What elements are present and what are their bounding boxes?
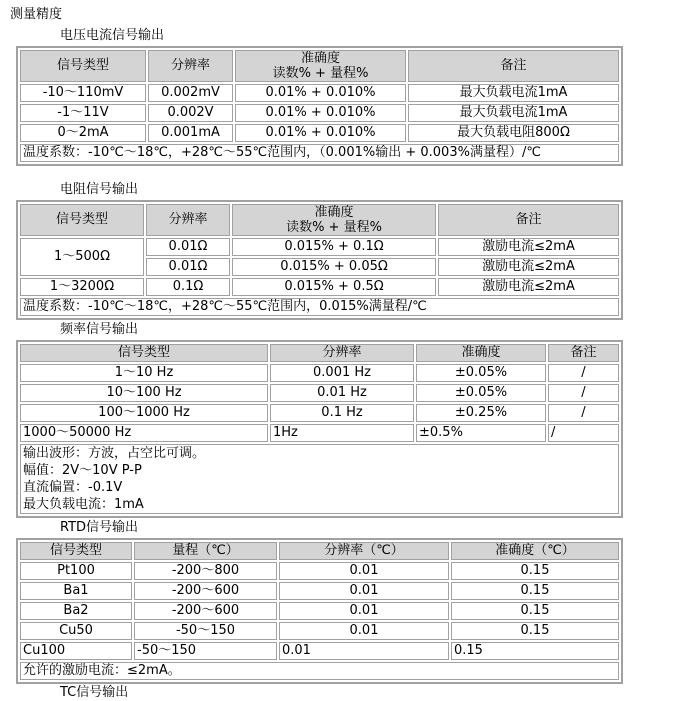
table-cell: -50～150 [134,622,277,640]
table-cell: Cu100 [20,642,132,660]
footer-row [20,662,619,680]
table-voltage-current-output [16,46,623,166]
table-cell: / [548,424,619,442]
table-cell: 激励电流≤2mA [438,238,619,256]
section-subtitle-resistance: 电阻信号输出 [60,182,139,197]
table-cell: 0.002mV [148,84,233,102]
table-cell: 0.01 [279,642,449,660]
column-header-resolution: 分辨率（℃） [279,542,449,560]
table-cell: 0.15 [451,562,619,580]
column-header-range: 量程（℃） [134,542,277,560]
table-cell: 0.002V [148,104,233,122]
table-cell: 0.015% + 0.1Ω [232,238,436,256]
table-cell: 最大负载电流1mA [408,84,619,102]
header-row [20,204,619,236]
column-header-accuracy [235,50,406,82]
table-row [20,124,619,142]
table-cell: / [548,364,619,382]
table-cell: Ba2 [20,602,132,620]
table-footer-note: 温度系数：-10℃～18℃，+28℃～55℃范围内，（0.001%输出 + 0.003%满量程）/℃ [20,144,619,162]
table-cell: 0.001 Hz [270,364,414,382]
table-cell: 0.15 [451,622,619,640]
table-row [20,562,619,580]
table-cell: 0.01 [279,582,449,600]
table-cell: ±0.05% [416,364,546,382]
section-subtitle-tc: TC信号输出 [60,685,129,700]
column-header-resolution: 分辨率 [146,204,230,236]
table-cell: 0.1Ω [146,278,230,296]
table-footer-note: 温度系数：-10℃～18℃，+28℃～55℃范围内，0.015%满量程/℃ [20,298,619,316]
column-header-remark: 备注 [408,50,619,82]
table-cell: 1～3200Ω [20,278,144,296]
accuracy-header-line: 准确度 [300,51,340,66]
table-cell: 10～100 Hz [20,384,268,402]
table-cell: -200～600 [134,602,277,620]
table-cell: 1～10 Hz [20,364,268,382]
table-cell: 0.15 [451,582,619,600]
table-resistance-output [16,200,623,320]
footer-line-amplitude: 幅值：2V～10V P-P [23,463,142,478]
footer-row [20,144,619,162]
section-subtitle-voltage-current: 电压电流信号输出 [60,28,165,43]
table-cell: 0.01 [279,602,449,620]
column-header-accuracy: 准确度（℃） [451,542,619,560]
column-header-resolution: 分辨率 [148,50,233,82]
table-cell: -200～800 [134,562,277,580]
footer-line-dc-offset: 直流偏置：-0.1V [23,480,123,495]
accuracy-subheader: 读数% + 量程% [286,220,382,235]
table-cell: / [548,404,619,422]
table-cell: Pt100 [20,562,132,580]
section-subtitle-frequency: 频率信号输出 [60,322,139,337]
table-row [20,84,619,102]
table-cell: 0.15 [451,602,619,620]
accuracy-header-line: 准确度 [314,205,354,220]
table-cell: ±0.5% [416,424,546,442]
table-cell: ±0.25% [416,404,546,422]
table-cell: Ba1 [20,582,132,600]
table-cell: 0.1 Hz [270,404,414,422]
column-header-remark: 备注 [438,204,619,236]
table-cell: -200～600 [134,582,277,600]
table-rtd-output [16,538,623,684]
table-cell: -50～150 [134,642,277,660]
accuracy-subheader: 读数% + 量程% [272,66,369,81]
footer-row [20,298,619,316]
table-cell-range-merged: 1～500Ω [20,238,144,276]
column-header-accuracy: 准确度 [416,344,546,362]
footer-line-waveform: 输出波形：方波，占空比可调。 [23,446,206,461]
table-row [20,364,619,382]
header-row [20,344,619,362]
table-cell: 0.01% + 0.010% [235,84,406,102]
table-cell: 最大负载电阻800Ω [408,124,619,142]
column-header-signal-type: 信号类型 [20,542,132,560]
table-row [20,602,619,620]
header-row [20,50,619,82]
table-cell: 0.015% + 0.5Ω [232,278,436,296]
table-cell: 0.01% + 0.010% [235,124,406,142]
table-row [20,384,619,402]
table-row [20,642,619,660]
table-row [20,404,619,422]
table-footer-note: 允许的激励电流：≤2mA。 [20,662,619,680]
table-cell: 激励电流≤2mA [438,278,619,296]
column-header-remark: 备注 [548,344,619,362]
table-cell: 0～2mA [20,124,146,142]
table-cell: 0.01 [279,562,449,580]
table-cell: 0.01 Hz [270,384,414,402]
table-row [20,622,619,640]
table-cell: 0.01% + 0.010% [235,104,406,122]
table-cell: 0.001mA [148,124,233,142]
table-cell: 0.01Ω [146,258,230,276]
table-cell: 最大负载电流1mA [408,104,619,122]
table-cell: ±0.05% [416,384,546,402]
table-cell: 激励电流≤2mA [438,258,619,276]
table-cell: 0.15 [451,642,619,660]
column-header-signal-type: 信号类型 [20,204,144,236]
table-cell: -10～110mV [20,84,146,102]
page-title: 测量精度 [10,7,63,22]
table-row [20,238,619,256]
table-cell: Cu50 [20,622,132,640]
footer-row [20,444,619,514]
table-cell: 0.015% + 0.05Ω [232,258,436,276]
column-header-resolution: 分辨率 [270,344,414,362]
table-footer-note [20,444,619,514]
table-cell: / [548,384,619,402]
table-cell: -1～11V [20,104,146,122]
footer-line-max-load-current: 最大负载电流：1mA [23,497,144,512]
column-header-accuracy [232,204,436,236]
table-row [20,582,619,600]
table-row [20,104,619,122]
column-header-signal-type: 信号类型 [20,50,146,82]
table-frequency-output [16,340,623,518]
table-row [20,424,619,442]
column-header-signal-type: 信号类型 [20,344,268,362]
table-row [20,278,619,296]
table-cell: 0.01Ω [146,238,230,256]
section-subtitle-rtd: RTD信号输出 [60,520,139,535]
header-row [20,542,619,560]
table-cell: 100～1000 Hz [20,404,268,422]
table-cell: 1Hz [270,424,414,442]
table-cell: 0.01 [279,622,449,640]
table-cell: 1000～50000 Hz [20,424,268,442]
